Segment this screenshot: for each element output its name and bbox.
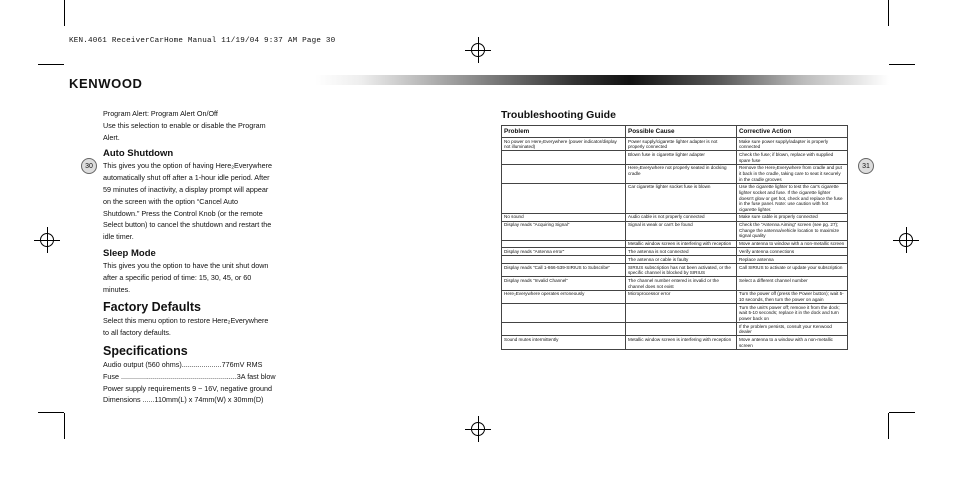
registration-mark-icon [38, 231, 56, 249]
crop-mark [888, 413, 889, 439]
table-row [502, 151, 848, 164]
troubleshooting-table [501, 125, 848, 350]
column-header: Possible Cause [626, 126, 737, 138]
factory-defaults-heading: Factory Defaults [103, 300, 201, 315]
table-row [502, 213, 848, 221]
crop-mark [889, 412, 915, 413]
table-cell: Check the “Antenna Aiming” screen (see pg. 27); Change the antenna/vehicle location to maximize signal quality [737, 221, 848, 240]
table-cell: Display reads “Invalid Channel” [502, 277, 626, 290]
page-number-left: 30 [81, 158, 97, 174]
spec-line: Fuse ..........................................................3A fast blow [103, 371, 276, 381]
table-row [502, 323, 848, 336]
table-cell: Verify antenna connections [737, 248, 848, 256]
auto-shutdown-body: This gives you the option of having Here₂Everywhere automatically shut off after a 1-hour idle period. After 59 minutes of inactivity, a display prompt will appear on the screen with the option “Cancel Auto Shutdown.” Press the Control Knob (or the remote Select button) to cancel the shutdown and restart the idle timer. [103, 161, 272, 242]
table-cell: Turn the unit's power off; remove it from the dock; wait 5-10 seconds; replace it in the dock and turn power back on [737, 304, 848, 323]
table-row [502, 263, 848, 276]
table-cell [502, 164, 626, 183]
table-cell [502, 183, 626, 213]
table-cell: Blown fuse in cigarette lighter adapter [626, 151, 737, 164]
table-row [502, 336, 848, 349]
table-row [502, 164, 848, 183]
table-cell: Move antenna to window with a non-metallic screen [737, 240, 848, 248]
table-cell: Metallic window screen is interfering with reception [626, 240, 737, 248]
table-row [502, 240, 848, 248]
table-cell: The channel number entered is invalid or the channel does not exist [626, 277, 737, 290]
crop-mark [888, 0, 889, 26]
program-alert-title: Program Alert: Program Alert On/Off [103, 109, 218, 118]
spec-line: Dimensions ......110mm(L) x 74mm(W) x 30mm(D) [103, 395, 264, 405]
column-header: Corrective Action [737, 126, 848, 138]
table-cell: Check the fuse; if blown, replace with supplied spare fuse [737, 151, 848, 164]
table-cell: Metallic window screen is interfering with reception [626, 336, 737, 349]
table-cell: Move antenna to a window with a non-metallic screen [737, 336, 848, 349]
table-cell [626, 304, 737, 323]
table-cell: Remove the Here₂Everywhere from cradle and put it back in the cradle, taking care to seat it securely in the cradle grooves [737, 164, 848, 183]
table-cell: Make sure cable is properly connected [737, 213, 848, 221]
table-cell: Call SIRIUS to activate or update your subscription [737, 263, 848, 276]
table-cell: Here₂Everywhere operates erroneously [502, 290, 626, 303]
table-row [502, 304, 848, 323]
table-cell: Display reads “Call 1-866-539-SIRIUS to Subscribe” [502, 263, 626, 276]
table-cell: No sound [502, 213, 626, 221]
table-cell: Use the cigarette lighter to test the car's cigarette lighter socket and fuse. If the cigarette lighter doesn't glow or get hot, check and replace the fuse in the fuse panel. Note: use caution with hot cigarette lighter. [737, 183, 848, 213]
table-header-row [502, 126, 848, 138]
table-cell: Select a different channel number [737, 277, 848, 290]
sleep-mode-body: This gives you the option to have the unit shut down after a specific period of time: 15, 30, 45, or 60 minutes. [103, 260, 269, 294]
left-column [103, 108, 275, 406]
factory-defaults-body: Select this menu option to restore Here₂Everywhere to all factory defaults. [103, 316, 269, 338]
table-cell: The antenna is not connected [626, 248, 737, 256]
table-cell [502, 151, 626, 164]
table-cell: Car cigarette lighter socket fuse is blown [626, 183, 737, 213]
gradient-bar [315, 75, 889, 85]
table-cell: Power supply/cigarette lighter adapter is not properly connected [626, 138, 737, 151]
spec-line: Power supply requirements 9 ~ 16V, negative ground [103, 383, 272, 393]
table-cell [502, 240, 626, 248]
registration-mark-icon [469, 41, 487, 59]
specifications-heading: Specifications [103, 343, 188, 358]
troubleshooting-title: Troubleshooting Guide [501, 109, 616, 121]
table-cell: Display reads “Acquiring Signal” [502, 221, 626, 240]
table-cell: Make sure power supply/adapter is properly connected [737, 138, 848, 151]
spec-line: Audio output (560 ohms)....................776mV RMS [103, 359, 263, 369]
table-row [502, 138, 848, 151]
crop-mark [64, 413, 65, 439]
table-cell [626, 323, 737, 336]
table-cell: The antenna or cable is faulty [626, 256, 737, 264]
crop-mark [38, 412, 64, 413]
table-row [502, 248, 848, 256]
table-cell: Replace antenna [737, 256, 848, 264]
table-cell: Microprocessor error [626, 290, 737, 303]
registration-mark-icon [469, 420, 487, 438]
table-row [502, 290, 848, 303]
table-cell: Signal is weak or can't be found [626, 221, 737, 240]
registration-mark-icon [897, 231, 915, 249]
auto-shutdown-heading: Auto Shutdown [103, 148, 174, 160]
table-cell: If the problem persists, consult your Kenwood dealer [737, 323, 848, 336]
table-cell [502, 304, 626, 323]
program-alert-body: Use this selection to enable or disable the Program Alert. [103, 120, 266, 142]
crop-mark [64, 0, 65, 26]
table-row [502, 221, 848, 240]
sleep-mode-heading: Sleep Mode [103, 247, 156, 259]
kenwood-logo: KENWOOD [69, 76, 143, 91]
crop-mark [38, 64, 64, 65]
table-row [502, 183, 848, 213]
table-row [502, 256, 848, 264]
table-cell: Audio cable is not properly connected [626, 213, 737, 221]
table-cell: No power on Here₂Everywhere (power indicator/display not illuminated) [502, 138, 626, 151]
page-number-right: 31 [858, 158, 874, 174]
column-header: Problem [502, 126, 626, 138]
table-cell [502, 323, 626, 336]
crop-mark [889, 64, 915, 65]
table-cell: Sound mutes intermittently [502, 336, 626, 349]
table-row [502, 277, 848, 290]
table-cell: Display reads “Antenna error” [502, 248, 626, 256]
table-cell [502, 256, 626, 264]
print-info-line: KEN.4061 ReceiverCarHome Manual 11/19/04 9:37 AM Page 30 [69, 37, 336, 45]
table-cell: Turn the power off (press the Power button); wait 5-10 seconds, then turn the power on again [737, 290, 848, 303]
table-cell: SIRIUS subscription has not been activated, or the specific channel is blocked by SIRIUS [626, 263, 737, 276]
table-cell: Here₂Everywhere not properly seated in docking cradle [626, 164, 737, 183]
